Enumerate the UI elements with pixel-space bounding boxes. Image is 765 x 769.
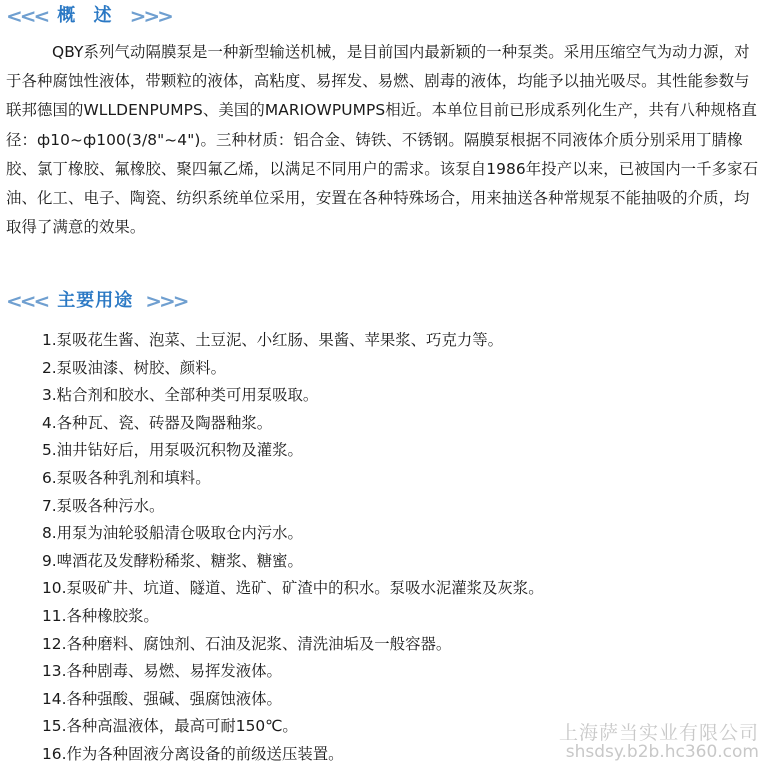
list-item: 5.油井钻好后，用泵吸沉积物及灌浆。: [42, 441, 303, 460]
list-item: 13.各种剧毒、易燃、易挥发液体。: [42, 662, 282, 681]
watermark-company: 上海萨当实业有限公司: [558, 722, 759, 744]
chevron-left-icon: <<<: [6, 289, 48, 313]
overview-heading: [6, 3, 171, 29]
list-item: 9.啤酒花及发酵粉稀浆、糖浆、糖蜜。: [42, 551, 303, 570]
list-item: 6.泵吸各种乳剂和填料。: [42, 468, 211, 487]
chevron-left-icon: <<<: [6, 4, 48, 28]
list-item: 3.粘合剂和胶水、全部种类可用泵吸取。: [42, 386, 319, 405]
overview-title: 概 述: [57, 5, 118, 26]
list-item: 15.各种高温液体，最高可耐150℃。: [42, 717, 298, 736]
list-item: 14.各种强酸、强碱、强腐蚀液体。: [42, 689, 282, 708]
chevron-right-icon: >>>: [145, 289, 187, 313]
list-item: 11.各种橡胶浆。: [42, 606, 159, 625]
list-item: 2.泵吸油漆、树胶、颜料。: [42, 358, 226, 377]
list-item: 1.泵吸花生酱、泡菜、土豆泥、小红肠、果酱、苹果浆、巧克力等。: [42, 331, 504, 349]
watermark-url: shsdsy.b2b.hc360.com: [565, 742, 759, 762]
chevron-right-icon: >>>: [129, 4, 171, 28]
list-item: 8.用泵为油轮驳船清仓吸取仓内污水。: [42, 524, 303, 543]
list-item: 10.泵吸矿井、坑道、隧道、选矿、矿渣中的积水。泵吸水泥灌浆及灰浆。: [42, 579, 544, 598]
list-item: 16.作为各种固液分离设备的前级送压装置。: [42, 744, 344, 763]
list-item: 12.各种磨料、腐蚀剂、石油及泥浆、清洗油垢及一般容器。: [42, 634, 452, 653]
uses-list: [42, 327, 544, 769]
uses-heading: [6, 288, 187, 314]
list-item: 4.各种瓦、瓷、砖器及陶器釉浆。: [42, 413, 273, 432]
overview-paragraph: QBY系列气动隔膜泵是一种新型输送机械，是目前国内最新颖的一种泵类。采用压缩空气为动力源，对于各种腐蚀性液体，带颗粒的液体，高粘度、易挥发、易燃、剧毒的液体，均能予以抽光吸尽。其性能参数与联邦德国的WLLDENPUMPS、美国的MARIOWPUMPS相近。本单位目前已形成系列化生产，共有八种规格直径：ф10~ф100(3/8"~4")。三种材质：铝合金、铸铁、不锈钢。隔膜泵根据不同液体介质分别采用丁腈橡胶、氯丁橡胶、氟橡胶、聚四氟乙烯，以满足不同用户的需求。该泵自1986年投产以来，已被国内一千多家石油、化工、电子、陶瓷、纺织系统单位采用，安置在各种特殊场合，用来抽送各种常规泵不能抽吸的介质，均取得了满意的效果。: [6, 43, 759, 237]
list-item: 7.泵吸各种污水。: [42, 496, 165, 515]
uses-title: 主要用途: [57, 290, 134, 311]
